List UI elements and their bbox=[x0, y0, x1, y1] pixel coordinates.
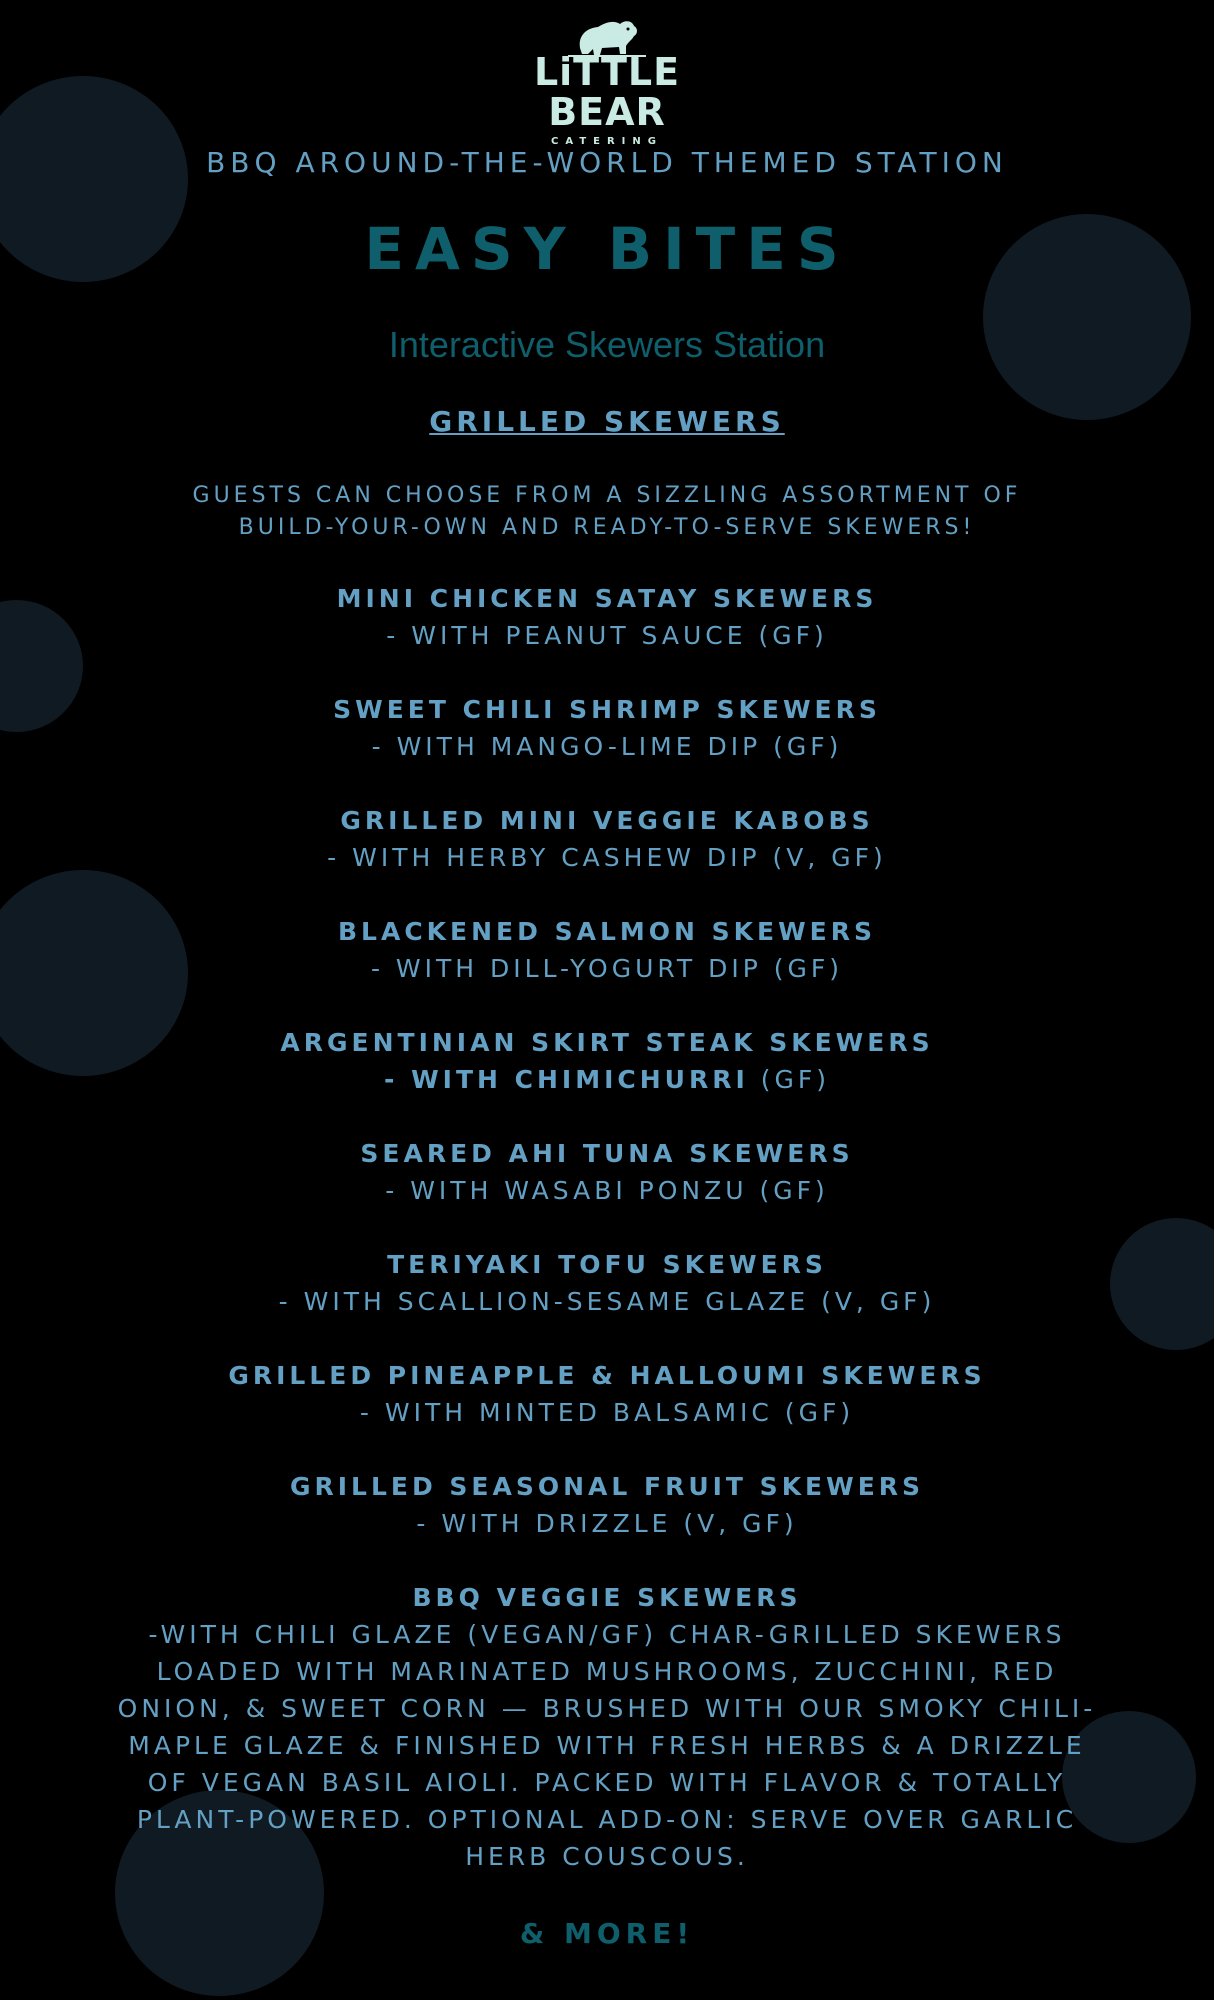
item-description-bold: - WITH CHIMICHURRI bbox=[384, 1065, 749, 1094]
item-name: ARGENTINIAN SKIRT STEAK SKEWERS bbox=[280, 1028, 934, 1057]
menu-item bbox=[0, 1246, 1214, 1320]
item-description: - WITH MINTED BALSAMIC (GF) bbox=[359, 1398, 855, 1427]
item-name: TERIYAKI TOFU SKEWERS bbox=[387, 1250, 827, 1279]
item-name: GRILLED SEASONAL FRUIT SKEWERS bbox=[289, 1472, 925, 1501]
brand-tagline: CATERING bbox=[551, 136, 663, 147]
page-title: EASY BITES bbox=[364, 215, 850, 283]
item-description: - WITH HERBY CASHEW DIP (V, GF) bbox=[327, 843, 887, 872]
item-description: - WITH DILL-YOGURT DIP (GF) bbox=[370, 954, 844, 983]
menu-item bbox=[0, 1024, 1214, 1098]
menu-item bbox=[0, 580, 1214, 654]
item-name: BBQ VEGGIE SKEWERS bbox=[412, 1583, 802, 1612]
item-description: -WITH CHILI GLAZE (VEGAN/GF) CHAR-GRILLED SKEWERS LOADED WITH MARINATED MUSHROOMS, ZUCCHINI, RED ONION, & SWEET CORN — BRUSHED WITH OUR SMOKY CHILI-MAPLE GLAZE & FINISHED WITH FRESH HERBS & A DRIZZLE OF VEGAN BASIL AIOLI. PACKED WITH FLAVOR & TOTALLY PLANT-POWERED. OPTIONAL ADD-ON: SERVE OVER GARLIC HERB COUSCOUS. bbox=[117, 1620, 1097, 1871]
item-description: - WITH PEANUT SAUCE (GF) bbox=[386, 621, 828, 650]
item-description: - WITH SCALLION-SESAME GLAZE (V, GF) bbox=[278, 1287, 936, 1316]
item-description: - WITH DRIZZLE (V, GF) bbox=[416, 1509, 798, 1538]
item-name: MINI CHICKEN SATAY SKEWERS bbox=[336, 584, 878, 613]
section-intro: GUESTS CAN CHOOSE FROM A SIZZLING ASSORTMENT OF BUILD-YOUR-OWN AND READY-TO-SERVE SKEWERS! bbox=[192, 483, 1022, 540]
menu-item bbox=[0, 802, 1214, 876]
menu-item bbox=[0, 1468, 1214, 1542]
item-description: - WITH WASABI PONZU (GF) bbox=[385, 1176, 829, 1205]
menu-item bbox=[0, 913, 1214, 987]
page-subtitle: Interactive Skewers Station bbox=[388, 324, 826, 365]
item-description-rest: (GF) bbox=[748, 1065, 830, 1094]
more-note: & MORE! bbox=[519, 1917, 695, 1950]
item-name: GRILLED PINEAPPLE & HALLOUMI SKEWERS bbox=[228, 1361, 986, 1390]
item-description: - WITH MANGO-LIME DIP (GF) bbox=[371, 732, 843, 761]
menu-item bbox=[0, 1135, 1214, 1209]
item-name: SEARED AHI TUNA SKEWERS bbox=[360, 1139, 854, 1168]
menu-item bbox=[0, 691, 1214, 765]
theme-line: BBQ AROUND-THE-WORLD THEMED STATION bbox=[206, 146, 1008, 179]
menu-item bbox=[102, 1579, 1112, 1875]
item-description bbox=[0, 1061, 1214, 1098]
brand-name: LiTTLE BEAR bbox=[533, 50, 681, 134]
item-name: GRILLED MINI VEGGIE KABOBS bbox=[340, 806, 874, 835]
item-name: BLACKENED SALMON SKEWERS bbox=[338, 917, 876, 946]
brand-logo bbox=[517, 14, 697, 147]
menu-list bbox=[0, 580, 1214, 1912]
menu-item bbox=[0, 1357, 1214, 1431]
item-name: SWEET CHILI SHRIMP SKEWERS bbox=[333, 695, 881, 724]
section-heading: GRILLED SKEWERS bbox=[429, 405, 785, 438]
